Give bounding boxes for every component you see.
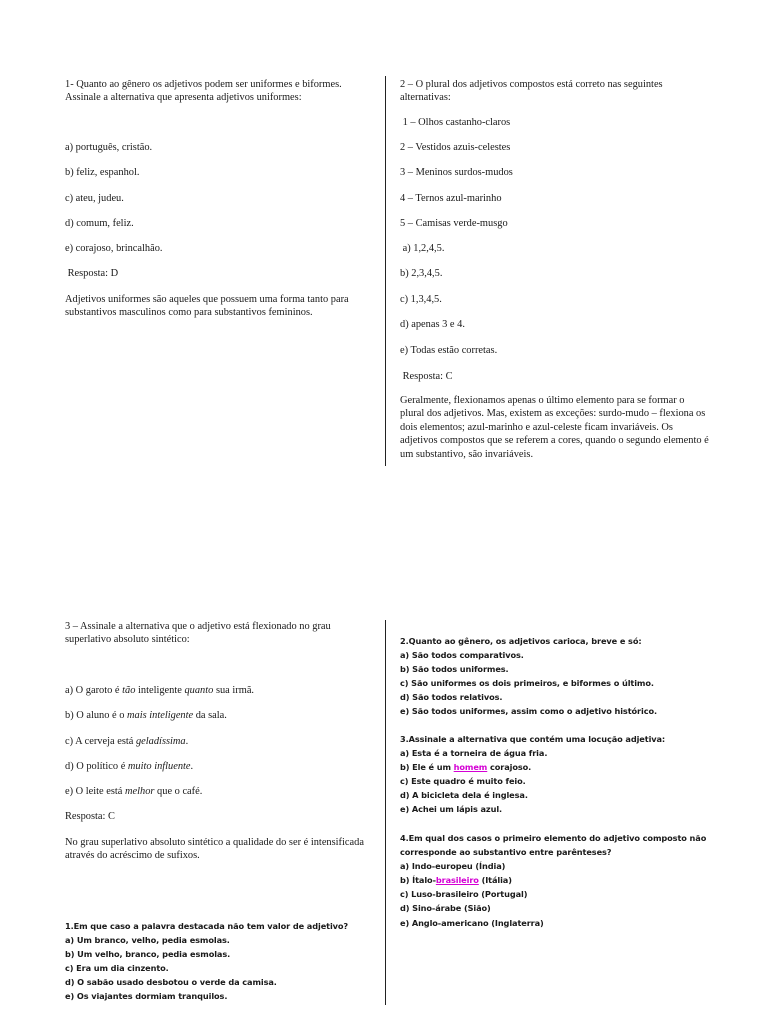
- column-divider-bottom: [385, 620, 386, 1005]
- question-3-option-b: b) O aluno é o mais inteligente da sala.: [65, 710, 227, 721]
- question-2-item-4: 4 – Ternos azul-marinho: [400, 193, 502, 204]
- question-7-option-d: d) O sabão usado desbotou o verde da camisa.: [65, 977, 277, 988]
- question-1-title: 1- Quanto ao gênero os adjetivos podem ser uniformes e biformes. Assinale a alternativa que apresenta adjetivos uniformes:: [65, 79, 342, 104]
- question-5-option-d: d) A bicicleta dela é inglesa.: [400, 790, 528, 801]
- question-7-option-a: a) Um branco, velho, pedia esmolas.: [65, 935, 230, 946]
- question-2-item-2: 2 – Vestidos azuis-celestes: [400, 142, 511, 153]
- question-3-title: 3 – Assinale a alternativa que o adjetivo está flexionado no grau superlativo absoluto sintético:: [65, 621, 331, 646]
- question-5-title: 3.Assinale a alternativa que contém uma locução adjetiva:: [400, 734, 666, 744]
- question-3-answer: Resposta: C: [65, 811, 115, 822]
- question-6-option-e: e) Anglo-americano (Inglaterra): [400, 917, 544, 928]
- question-5-option-a: a) Esta é a torneira de água fria.: [400, 748, 548, 759]
- column-divider-top: [385, 76, 386, 466]
- question-6-option-a: a) Indo-europeu (Índia): [400, 861, 506, 872]
- question-5-option-b: b) Ele é um homem corajoso.: [400, 762, 532, 773]
- question-3-option-e: e) O leite está melhor que o café.: [65, 786, 203, 797]
- question-6: [400, 831, 720, 930]
- question-2-item-1: 1 – Olhos castanho-claros: [400, 117, 511, 128]
- question-4-title: 2.Quanto ao gênero, os adjetivos carioca, breve e só:: [400, 636, 642, 646]
- question-7-option-e: e) Os viajantes dormiam tranquilos.: [65, 991, 228, 1002]
- question-2-item-3: 3 – Meninos surdos-mudos: [400, 167, 513, 178]
- question-5-option-c: c) Este quadro é muito feio.: [400, 776, 526, 787]
- question-2-option-a: a) 1,2,4,5.: [400, 243, 445, 254]
- question-6-title: 4.Em qual dos casos o primeiro elemento do adjetivo composto não corresponde ao substantivo entre parênteses?: [400, 833, 707, 858]
- question-1-option-a: a) português, cristão.: [65, 142, 153, 153]
- question-6-option-d: d) Sino-árabe (Sião): [400, 903, 491, 914]
- question-5-option-e: e) Achei um lápis azul.: [400, 804, 503, 815]
- question-1-explanation: Adjetivos uniformes são aqueles que possuem uma forma tanto para substantivos masculinos como para substantivos femininos.: [65, 294, 349, 319]
- question-1-option-d: d) comum, feliz.: [65, 218, 134, 229]
- question-4-option-b: b) São todos uniformes.: [400, 664, 509, 675]
- question-5: [400, 732, 730, 817]
- question-1-option-b: b) feliz, espanhol.: [65, 167, 140, 178]
- question-7-option-b: b) Um velho, branco, pedia esmolas.: [65, 949, 231, 960]
- question-2-answer: Resposta: C: [400, 371, 453, 382]
- question-7: [65, 919, 375, 1004]
- question-2-item-5: 5 – Camisas verde-musgo: [400, 218, 508, 229]
- question-7-option-c: c) Era um dia cinzento.: [65, 963, 169, 974]
- question-2-option-d: d) apenas 3 e 4.: [400, 319, 465, 330]
- question-2-option-e: e) Todas estão corretas.: [400, 345, 498, 356]
- question-4-option-e: e) São todos uniformes, assim como o adjetivo histórico.: [400, 706, 657, 717]
- question-6-option-b: b) Ítalo-brasileiro (Itália): [400, 875, 512, 886]
- question-1-option-c: c) ateu, judeu.: [65, 193, 124, 204]
- question-4-option-c: c) São uniformes os dois primeiros, e biformes o último.: [400, 678, 654, 689]
- question-2-title: 2 – O plural dos adjetivos compostos está correto nas seguintes alternativas:: [400, 79, 663, 104]
- question-1-answer: Resposta: D: [65, 268, 119, 279]
- question-2-explanation: Geralmente, flexionamos apenas o último elemento para se formar o plural dos adjetivos. Mas, existem as exceções: surdo-mudo – flexiona os dois elementos; azul-marinho e azul-celeste ficam invariáveis. Os adjetivos compostos que se referem a cores, quando o segundo elemento é um substantivo, são invariáveis.: [400, 395, 709, 460]
- question-3-option-d: d) O político é muito influente.: [65, 761, 194, 772]
- question-1-option-e: e) corajoso, brincalhão.: [65, 243, 163, 254]
- highlighted-word: homem: [453, 762, 488, 773]
- question-4-option-d: d) São todos relativos.: [400, 692, 503, 703]
- question-2-option-b: b) 2,3,4,5.: [400, 268, 443, 279]
- highlighted-word: brasileiro: [435, 875, 479, 886]
- question-3-option-a: a) O garoto é tão inteligente quanto sua irmã.: [65, 685, 255, 696]
- question-4-option-a: a) São todos comparativos.: [400, 650, 524, 661]
- question-6-option-c: c) Luso-brasileiro (Portugal): [400, 889, 528, 900]
- question-2-option-c: c) 1,3,4,5.: [400, 294, 442, 305]
- question-7-title: 1.Em que caso a palavra destacada não tem valor de adjetivo?: [65, 921, 349, 931]
- question-3-explanation: No grau superlativo absoluto sintético a qualidade do ser é intensificada através do acréscimo de sufixos.: [65, 837, 364, 862]
- question-3-option-c: c) A cerveja está geladíssima.: [65, 736, 189, 747]
- question-4: [400, 634, 730, 719]
